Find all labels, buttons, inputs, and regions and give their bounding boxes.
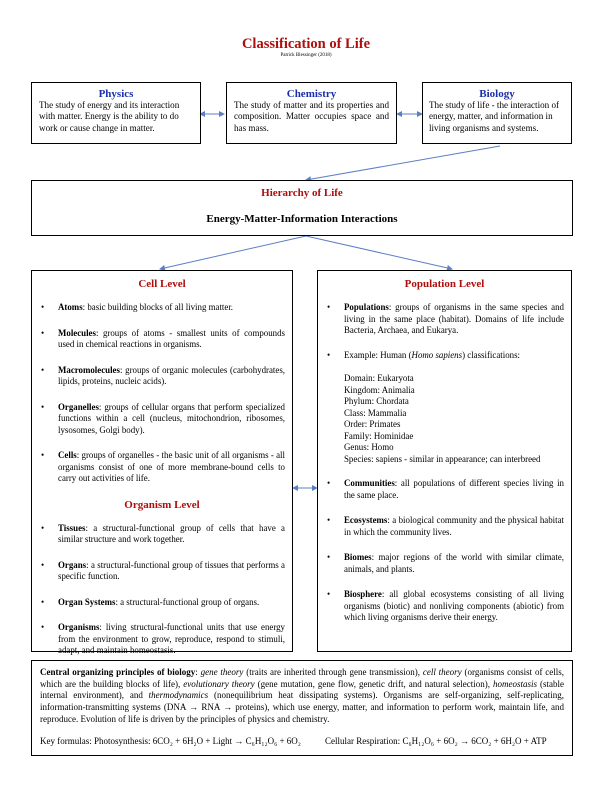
classification-item: Family: Hominidae (344, 430, 414, 441)
population-box (317, 270, 572, 652)
cell-level-heading: Cell Level (138, 278, 186, 290)
population-level-heading: Population Level (404, 278, 485, 290)
classification-list (344, 373, 564, 465)
chemistry-heading: Chemistry (286, 88, 337, 100)
cell-level-list (39, 302, 285, 485)
classification-item: Kingdom: Animalia (344, 384, 415, 395)
list-item: • Molecules: groups of atoms - smallest units of compounds used in chemical reactions in organisms. (39, 328, 285, 351)
list-item: • Communities: all populations of different species living in the same place. (325, 478, 564, 501)
list-item: • Macromolecules: groups of organic molecules (carbohydrates, lipids, proteins, nucleic acids). (39, 365, 285, 388)
chemistry-box (226, 82, 397, 144)
page-title: Classification of Life (241, 36, 371, 52)
list-item: • Example: Human (Homo sapiens) classifications: Domain: Eukaryota Kingdom: Animalia Phylum: Chordata Class: Mammalia Order: Primates Family: Hominidae Genus: Homo Species: sapiens - similar in appearance; can interbreed (325, 350, 564, 466)
list-item: • Atoms: basic building blocks of all living matter. (39, 302, 285, 314)
classification-item: Species: sapiens - similar in appearance; can interbreed (344, 453, 541, 464)
classification-item: Genus: Homo (344, 442, 394, 452)
list-item: • Populations: groups of organisms in the same species and living in the same place (habitat). Domains of life include Bacteria, Archaea, and Eukarya. (325, 302, 564, 337)
hierarchy-heading: Hierarchy of Life (261, 187, 343, 199)
hierarchy-population-connector (306, 236, 452, 269)
biology-hierarchy-connector (306, 146, 500, 180)
principles-box (31, 660, 573, 756)
biology-text: The study of life - the interaction of energy, matter, and information in living organisms and systems. (429, 100, 560, 133)
list-item: • Cells: groups of organelles - the basic unit of all organisms - all organisms consist of one of more membrane-bound cells to carry out activities of life. (39, 450, 285, 485)
key-formulas: Key formulas: Photosynthesis: 6CO₂ + 6H₂O + Light → C₆H₁₂O₆ + 6O₂ Cellular Respiration: C₆H₁₂O₆ + 6O₂ → 6CO₂ + 6H₂O + ATP (40, 735, 547, 746)
hierarchy-box (31, 180, 573, 236)
biology-box (422, 82, 572, 144)
physics-text: The study of energy and its interaction with matter. Energy is the ability to do work or cause change in matter. (39, 100, 180, 133)
list-item: • Organisms: living structural-functional units that use energy from the environment to grow, reproduce, respond to stimuli, adapt, and maintain homeostasis. (39, 622, 285, 657)
list-item: • Tissues: a structural-functional group of cells that have a similar structure and work together. (39, 523, 285, 546)
hierarchy-cell-connector (160, 236, 306, 269)
classification-item: Phylum: Chordata (344, 396, 409, 406)
respiration-formula: C₆H₁₂O₆ + 6O₂ → 6CO₂ + 6H₂O + ATP (402, 735, 547, 746)
list-item: • Organ Systems: a structural-functional group of organs. (39, 597, 285, 609)
hierarchy-subheading: Energy-Matter-Information Interactions (206, 213, 398, 225)
list-item: • Organelles: groups of cellular organs that perform specialized functions within a cell (nucleus, mitochondrion, ribosomes, lysosomes, Golgi body). (39, 402, 285, 437)
list-item: • Biosphere: all global ecosystems consisting of all living organisms (biotic) and nonliving components (abiotic) from which living organisms derive their energy. (325, 589, 564, 624)
principles-text: Central organizing principles of biology: gene theory (traits are inherited through gene transmission), cell theory (organisms consist of cells, which are the building blocks of life), evolutionary theory (gene mutation, gene flow, genetic drift, and natural selection), homeostasis (stable internal environment), and thermodynamics (nonequilibrium heat dissipating systems). Organisms are self-organizing, self-replicating, information-transmitting systems (DNA → RNA → proteins), which use energy, matter, and information to perform work, maintain life, and reproduce. Evolution of life is driven by the principles of physics and chemistry. (40, 667, 565, 724)
photosynthesis-formula: 6CO₂ + 6H₂O + Light → C₆H₁₂O₆ + 6O₂ (152, 735, 301, 746)
author-credit: Patrick Blessinger (2018) (280, 53, 332, 58)
biology-heading: Biology (479, 88, 515, 100)
classification-item: Order: Primates (344, 419, 401, 429)
population-level-list (325, 302, 564, 624)
organism-level-list (39, 523, 285, 657)
classification-item: Domain: Eukaryota (344, 373, 414, 383)
chemistry-text: The study of matter and its properties and composition. Matter occupies space and has mass. (234, 100, 389, 133)
list-item: • Ecosystems: a biological community and the physical habitat in which the community lives. (325, 515, 564, 538)
physics-heading: Physics (98, 88, 134, 100)
list-item: • Biomes: major regions of the world with similar climate, animals, and plants. (325, 552, 564, 575)
physics-box (31, 82, 201, 144)
list-item: • Organs: a structural-functional group of tissues that performs a specific function. (39, 560, 285, 583)
classification-item: Class: Mammalia (344, 407, 407, 418)
cell-organism-box (31, 270, 293, 655)
organism-level-heading: Organism Level (124, 498, 200, 511)
